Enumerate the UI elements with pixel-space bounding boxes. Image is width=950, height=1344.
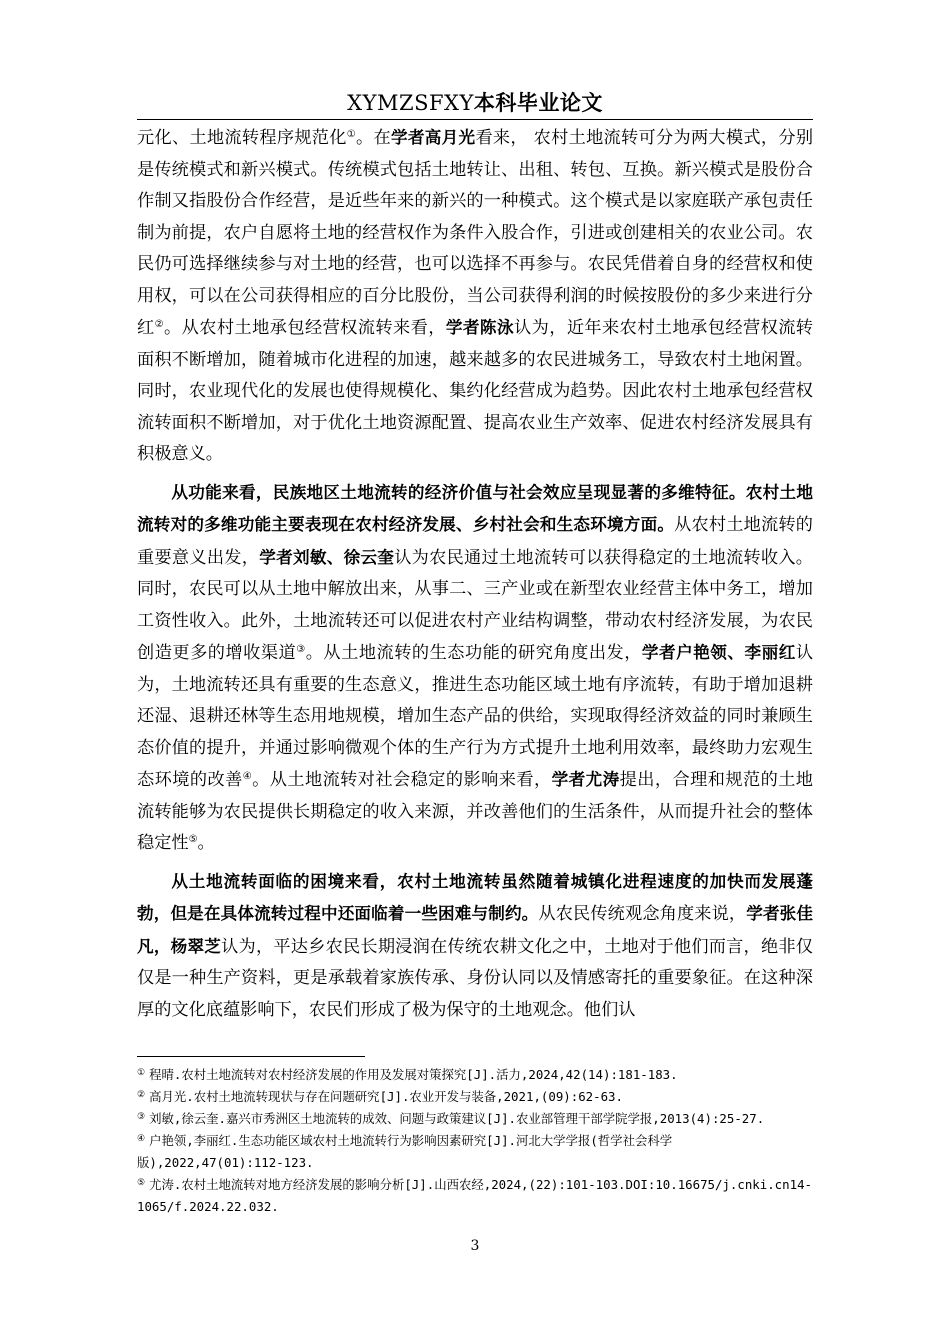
- text-span: 看来， 农村土地流转可分为两大模式，分别是传统模式和新兴模式。传统模式包括土地转让、出租、转包、互换。新兴模式是股份合作制又指股份合作经营，是近些年来的新兴的一种模式。这个模式是以家庭联产承包责任制为前提，农户自愿将土地的经营权作为条件入股合作，引进或创建相关的农业公司。农民仍可选择继续参与对土地的经营，也可以选择不再参与。农民凭借着自身的经营权和使用权，可以在公司获得相应的百分比股份，当公司获得利润的时候按股份的多少来进行分红: [137, 128, 814, 338]
- bold-span: 学者户艳领、李丽红: [641, 643, 796, 662]
- footnote-separator: [137, 1056, 365, 1057]
- text-span: 认为农民通过土地流转可以获得稳定的土地流转收入。同时，农民可以从土地中解放出来，从事二、三产业或在新型农业经营主体中务工，增加工资性收入。此外，土地流转还可以促进农村产业结构调整，带动农村经济发展，为农民创造更多的增收渠道: [137, 547, 813, 663]
- footnote-text: 尤涛.农村土地流转对地方经济发展的影响分析[J].山西农经,2024,(22):101-103.DOI:10.16675/j.cnki.cn14-1065/f.2024.22.032.: [137, 1177, 812, 1214]
- footnote-text: 高月光.农村土地流转现状与存在问题研究[J].农业开发与装备,2021,(09):62-63.: [149, 1089, 623, 1104]
- paragraph-2: [137, 477, 813, 860]
- text-span: 认为，近年来农村土地承包经营权流转面积不断增加，随着城市化进程的加速，越来越多的农民进城务工，导致农村土地闲置。同时，农业现代化的发展也使得规模化、集约化经营成为趋势。因此农村土地承包经营权流转面积不断增加，对于优化土地资源配置、提高农业生产效率、促进农村经济发展具有积极意义。: [137, 318, 813, 464]
- footnote-item: [137, 1086, 817, 1108]
- page-number: 3: [470, 1238, 480, 1254]
- page-header: [0, 88, 950, 118]
- footnotes: [137, 1064, 817, 1218]
- text-span: 认为，平达乡农民长期浸润在传统农耕文化之中，土地对于他们而言，绝非仅仅是一种生产资料，更是承载着家族传承、身份认同以及情感寄托的重要象征。在这种深厚的文化底蕴影响下，农民们形成了极为保守的土地观念。他们认: [137, 936, 813, 1020]
- bold-span: 学者刘敏、徐云奎: [259, 547, 395, 567]
- paragraph-3: [137, 866, 813, 1027]
- text-span: 元化、土地流转程序规范化: [137, 128, 347, 148]
- text-span: 。: [197, 833, 215, 853]
- text-span: 。从土地流转的生态功能的研究角度出发，: [305, 643, 642, 663]
- text-span: 。从农村土地承包经营权流转来看，: [164, 318, 446, 338]
- header-prefix: XYMZSFXY: [347, 91, 474, 115]
- footnote-text: 程晴.农村土地流转对农村经济发展的作用及发展对策探究[J].活力,2024,42(14):181-183.: [149, 1067, 678, 1082]
- footnote-ref[interactable]: ④: [242, 771, 253, 782]
- text-span: 。从土地流转对社会稳定的影响来看，: [252, 770, 552, 790]
- footnote-item: [137, 1174, 817, 1218]
- footnote-text: 刘敏,徐云奎.嘉兴市秀洲区土地流转的成效、问题与政策建议[J].农业部管理干部学院学报,2013(4):25-27.: [149, 1111, 765, 1126]
- footnote-item: [137, 1108, 817, 1130]
- text-span: 提出，合理和规范的土地流转能够为农民提供长期稳定的收入来源，并改善他们的生活条件，从而提升社会的整体稳定性: [137, 770, 813, 853]
- footnote-mark: ①: [137, 1068, 146, 1078]
- bold-span: 学者陈泳: [445, 318, 514, 337]
- text-span: 。在: [356, 128, 391, 148]
- text-span: 认为，土地流转还具有重要的生态意义，推进生态功能区域土地有序流转，有助于增加退耕还湿、退耕还林等生态用地规模，增加生态产品的供给，实现取得经济效益的同时兼顾生态价值的提升，并通过影响微观个体的生产行为方式提升土地利用效率，最终助力宏观生态环境的改善: [137, 643, 814, 790]
- footnote-text: 户艳领,李丽红.生态功能区域农村土地流转行为影响因素研究[J].河北大学学报(哲学社会科学版),2022,47(01):112-123.: [137, 1133, 673, 1170]
- paragraph-1: [137, 122, 813, 471]
- bold-span: 从土地流转面临的困境来看，农村土地流转虽然随着城镇化进程速度的加快而发展蓬勃，但是在具体流转过程中还面临着一些困难与制约。: [137, 871, 813, 923]
- footnote-ref[interactable]: ③: [296, 644, 306, 655]
- body-text: [137, 122, 813, 1032]
- header-rule: [137, 119, 813, 120]
- header-title: 本科毕业论文: [473, 91, 603, 115]
- footnote-mark: ④: [137, 1134, 146, 1144]
- footnote-mark: ③: [137, 1112, 146, 1122]
- footnote-ref[interactable]: ⑤: [188, 834, 198, 845]
- footnote-ref[interactable]: ②: [154, 319, 165, 330]
- bold-span: 学者尤涛: [551, 770, 620, 789]
- footnote-ref[interactable]: ①: [346, 129, 357, 140]
- text-span: 从农村土地流转的重要意义出发，: [137, 515, 813, 568]
- bold-span: 学者高月光: [391, 128, 476, 147]
- footnote-item: [137, 1064, 817, 1086]
- text-span: 从农民传统观念角度来说，: [538, 904, 747, 924]
- footnote-item: [137, 1130, 817, 1174]
- footnote-mark: ②: [137, 1090, 146, 1100]
- bold-span: 学者张佳凡，杨翠芝: [137, 904, 814, 956]
- footnote-mark: ⑤: [137, 1178, 146, 1188]
- bold-span: 从功能来看，民族地区土地流转的经济价值与社会效应呈现显著的多维特征。农村土地流转对的多维功能主要表现在农村经济发展、乡村社会和生态环境方面。: [137, 482, 813, 534]
